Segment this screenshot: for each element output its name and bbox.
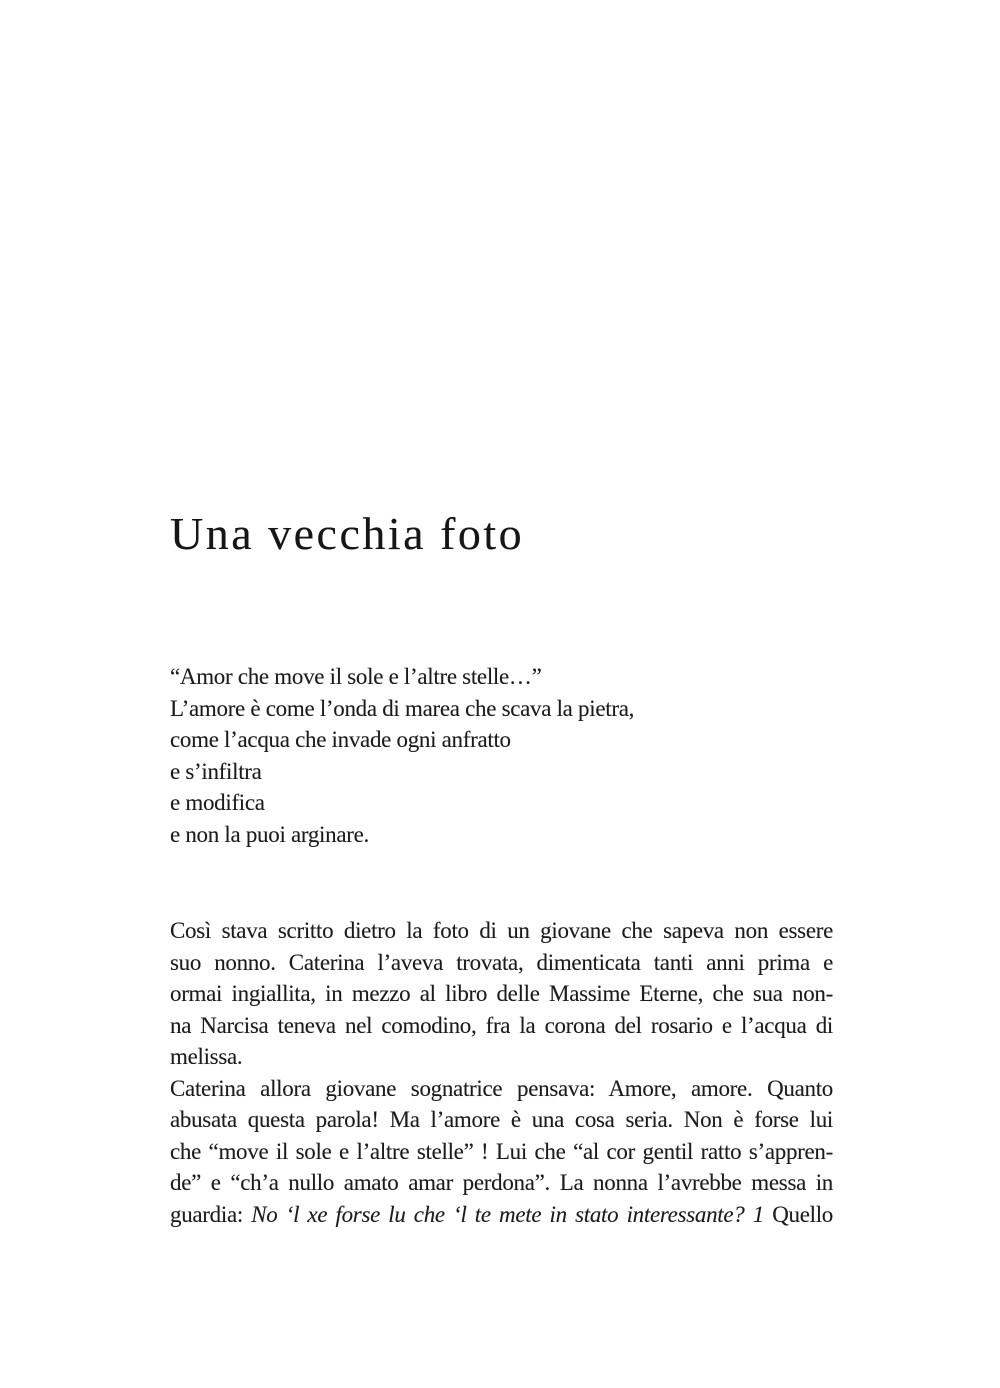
epigraph-poem (170, 661, 833, 850)
epigraph-line: e s’infiltra (170, 758, 262, 784)
text-line: che “move il sole e l’altre stelle” ! Lui che “al cor gentil ratto s’appren- (170, 1138, 833, 1164)
text-line: abusata questa parola! Ma l’amore è una cosa seria. Non è forse lui (170, 1107, 833, 1132)
epigraph-line: e modifica (170, 790, 265, 815)
text-line: Così stava scritto dietro la foto di un giovane che sapeva non essere (170, 918, 833, 943)
text-line: de” e “ch’a nullo amato amar perdona”. La nonna l’avrebbe messa in (170, 1170, 833, 1195)
epigraph-line: L’amore è come l’onda di marea che scava la pietra, (170, 695, 635, 721)
text-run: Quello (763, 1201, 833, 1227)
epigraph-line: e non la puoi arginare. (170, 821, 369, 847)
page-content (170, 0, 833, 1230)
paragraph-1 (170, 915, 833, 1073)
text-line: suo nonno. Caterina l’aveva trovata, dimenticata tanti anni prima e (170, 949, 833, 975)
dialect-quote-italic: No ‘l xe forse lu che ‘l te mete in stato interessante? 1 (251, 1201, 764, 1227)
text-line-mixed (170, 1199, 833, 1231)
epigraph-line: “Amor che move il sole e l’altre stelle…” (170, 664, 542, 689)
text-line: ormai ingiallita, in mezzo al libro delle Massime Eterne, che sua non- (170, 981, 833, 1006)
text-run: guardia: (170, 1201, 252, 1227)
body-text (170, 915, 833, 1230)
chapter-title: Una vecchia foto (170, 508, 525, 559)
text-line: melissa. (170, 1044, 243, 1069)
text-line: Caterina allora giovane sognatrice pensava: Amore, amore. Quanto (170, 1075, 833, 1101)
text-line: na Narcisa teneva nel comodino, fra la corona del rosario e l’acqua di (170, 1012, 833, 1038)
epigraph-line: come l’acqua che invade ogni anfratto (170, 727, 511, 752)
paragraph-2 (170, 1073, 833, 1231)
